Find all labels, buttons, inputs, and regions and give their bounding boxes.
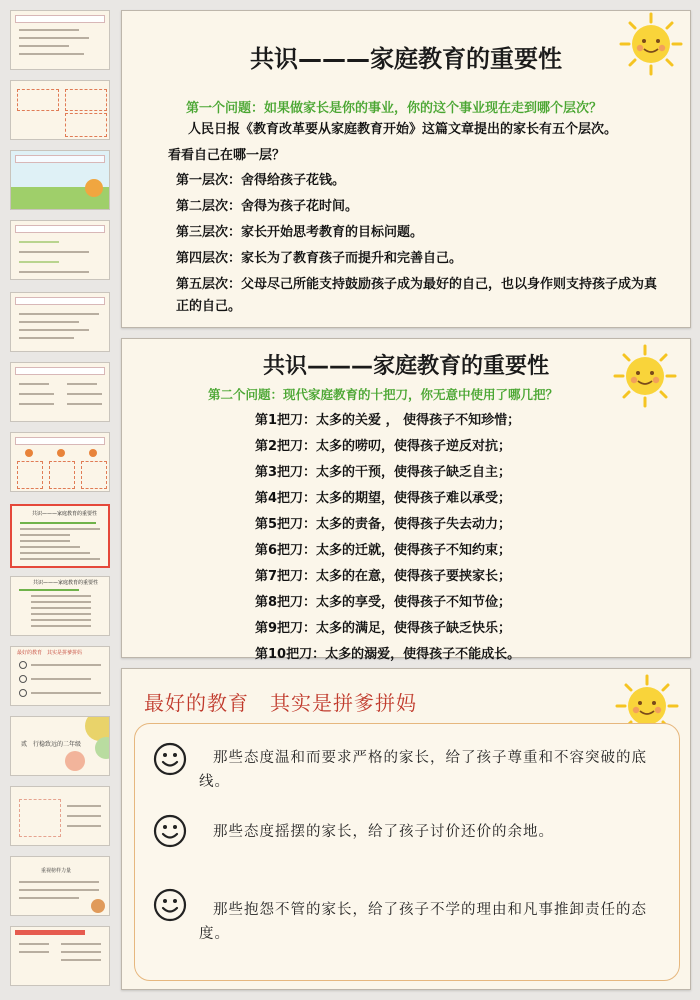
smiley-icon (153, 742, 187, 776)
slide-thumbnail-11[interactable] (10, 716, 110, 776)
slide-level-of-parents (121, 10, 691, 328)
intro-text: 人民日报《教育改革要从家庭教育开始》这篇文章提出的家长有五个层次。 (188, 122, 618, 137)
knife-item: 第9把刀：太多的满足，使得孩子缺乏快乐； (255, 621, 512, 636)
level-item: 第五层次：父母尽己所能支持鼓励孩子成为最好的自己，也以身作则支持孩子成为真正的自己。 (176, 277, 658, 314)
knife-item: 第1把刀：太多的关爱 ， 使得孩子不知珍惜； (255, 413, 521, 428)
slide-thumbnail-7[interactable] (10, 432, 110, 492)
slide-title: 共识———家庭教育的重要性 (250, 45, 562, 73)
statement-text: 那些态度摇摆的家长，给了孩子讨价还价的余地。 (213, 824, 554, 840)
level-item: 第三层次：家长开始思考教育的目标问题。 (176, 225, 424, 240)
slide-thumbnail-14[interactable] (10, 926, 110, 986)
thumbnail-title: 贰 行稳致远的二年级 (21, 741, 82, 748)
slide-thumbnail-5[interactable] (10, 292, 110, 352)
slide-thumbnail-6[interactable] (10, 362, 110, 422)
level-item: 第二层次：舍得为孩子花时间。 (176, 199, 359, 214)
knife-item: 第4把刀：太多的期望，使得孩子难以承受； (255, 491, 512, 506)
smiley-icon (153, 814, 187, 848)
question-one: 第一个问题：如果做家长是你的事业，你的这个事业现在走到哪个层次？ (186, 101, 603, 116)
knife-item: 第8把刀：太多的享受，使得孩子不知节俭； (255, 595, 512, 610)
slide-ten-knives (121, 338, 691, 662)
statement-text: 那些态度温和而要求严格的家长，给了孩子尊重和不容突破的底线。 (199, 750, 647, 790)
thumbnail-title: 最好的教育 其实是拼爹拼妈 (17, 650, 83, 656)
slide-thumbnail-13[interactable] (10, 856, 110, 916)
knife-item: 第10把刀：太多的溺爱，使得孩子不能成长。 (255, 647, 521, 662)
thumbnail-title: 共识———家庭教育的重要性 (32, 511, 98, 517)
slide-title: 共识———家庭教育的重要性 (262, 354, 549, 379)
smiley-icon (153, 888, 187, 922)
slide-title: 最好的教育 其实是拼爹拼妈 (144, 691, 417, 715)
slide-thumbnail-8-current[interactable] (10, 504, 110, 568)
slide-thumbnail-1[interactable] (10, 10, 110, 70)
statement-text: 那些抱怨不管的家长，给了孩子不学的理由和凡事推卸责任的态度。 (199, 902, 647, 942)
slide-thumbnail-3[interactable] (10, 150, 110, 210)
slide-thumbnail-10[interactable] (10, 646, 110, 706)
content-panel (134, 723, 680, 981)
knife-item: 第7把刀：太多的在意，使得孩子要挟家长； (255, 569, 512, 584)
slide-thumbnail-12[interactable] (10, 786, 110, 846)
slide-thumbnail-panel (0, 0, 118, 1000)
thumbnail-title: 共识———家庭教育的重要性 (33, 580, 99, 586)
knife-item: 第3把刀：太多的干预，使得孩子缺乏自主； (255, 465, 512, 480)
knife-item: 第6把刀：太多的迁就，使得孩子不知约束； (255, 543, 512, 558)
slide-thumbnail-9[interactable] (10, 576, 110, 636)
level-item: 第一层次：舍得给孩子花钱。 (176, 173, 346, 188)
thumbnail-title: 重视榜样力量 (41, 868, 72, 874)
slide-thumbnail-4[interactable] (10, 220, 110, 280)
knife-item: 第5把刀：太多的责备，使得孩子失去动力； (255, 517, 512, 532)
slide-best-education (121, 668, 691, 990)
knife-item: 第2把刀：太多的唠叨，使得孩子逆反对抗； (255, 439, 512, 454)
question-two: 第二个问题：现代家庭教育的十把刀，你无意中使用了哪几把？ (208, 387, 559, 402)
intro-text-cont: 看看自己在哪一层？ (168, 148, 286, 163)
level-item: 第四层次：家长为了教育孩子而提升和完善自己。 (176, 251, 463, 266)
slide-thumbnail-2[interactable] (10, 80, 110, 140)
